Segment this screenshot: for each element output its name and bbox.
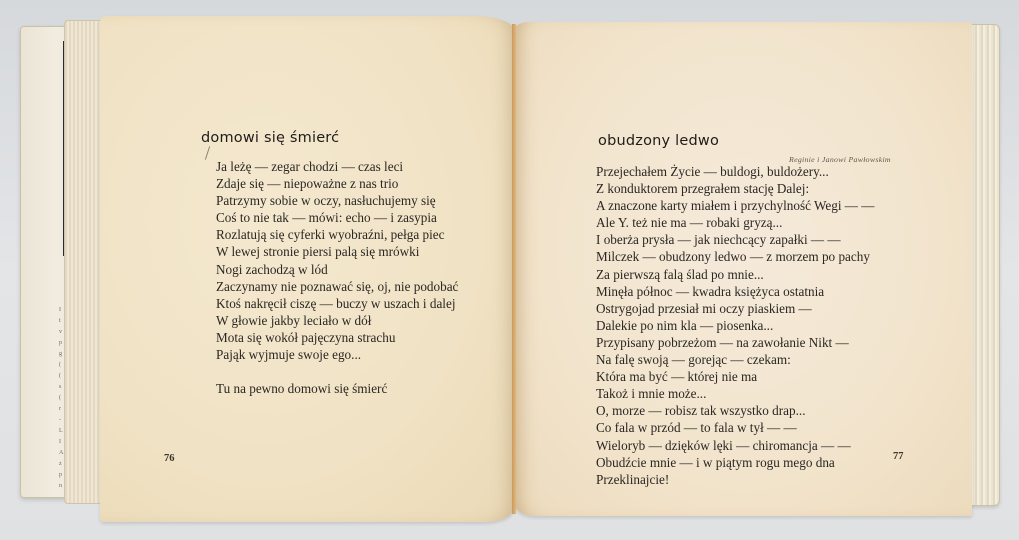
cover-margin-glyph: n bbox=[59, 483, 62, 489]
poem-line: Coś to nie tak — mówi: echo — i zasypia bbox=[216, 210, 437, 226]
poem-line: Dalekie po nim kla — piosenka... bbox=[596, 317, 774, 333]
poem-line: Obudźcie mnie — i w piątym rogu mego dna bbox=[596, 454, 835, 470]
poem-line: I oberża prysła — jak niechcący zapałki — — bbox=[596, 232, 841, 248]
book-gutter bbox=[512, 24, 516, 514]
poem-line: Która ma być — której nie ma bbox=[596, 369, 758, 385]
cover-margin-glyph: z bbox=[59, 461, 62, 467]
poem-title-left: domowi się śmierć bbox=[201, 130, 340, 146]
page-number-right: 77 bbox=[893, 451, 904, 462]
poem-closing-line: Tu na pewno domowi się śmierć bbox=[216, 381, 388, 397]
cover-margin-glyph: ( bbox=[59, 395, 61, 401]
cover-margin-glyph: s bbox=[59, 384, 62, 390]
cover-margin-glyph: I bbox=[59, 307, 61, 313]
poem-line: Mota się wokół pajęczyna strachu bbox=[216, 329, 396, 345]
cover-margin-glyph: r bbox=[59, 406, 61, 412]
right-page bbox=[514, 22, 972, 516]
poem-line: Ja leżę — zegar chodzi — czas leci bbox=[216, 159, 404, 174]
poem-line: W głowie jakby leciało w dół bbox=[216, 312, 372, 328]
poem-line: Ktoś nakręcił ciszę — buczy w uszach i dalej bbox=[216, 295, 456, 311]
poem-line: Minęła północ — kwadra księżyca ostatnia bbox=[596, 283, 825, 299]
cover-margin-glyph: v bbox=[59, 329, 62, 335]
poem-line: Nogi zachodzą w lód bbox=[216, 261, 328, 277]
poem-line: Milczek — obudzony ledwo — z morzem po pachy bbox=[596, 249, 870, 265]
cover-margin-glyph: ( bbox=[59, 373, 61, 379]
poem-line: Wieloryb — dzięków lęki — chiromancja — — bbox=[596, 437, 851, 453]
cover-margin-glyph: ( bbox=[59, 362, 61, 368]
left-page bbox=[100, 16, 514, 522]
cover-margin-glyph: - bbox=[59, 417, 61, 423]
cover-margin-glyph: p bbox=[59, 472, 62, 478]
poem-line: Z konduktorem przegrałem stację Dalej: bbox=[596, 181, 810, 197]
poem-line: Przejechałem Życie — buldogi, buldożery... bbox=[596, 164, 829, 179]
poem-line: Przeklinajcie! bbox=[596, 471, 670, 487]
cover-margin-glyph: A bbox=[59, 450, 64, 456]
cover-margin-glyph: g bbox=[59, 351, 62, 357]
poem-line: Takoż i mnie może... bbox=[596, 386, 707, 402]
poem-line: Zdaje się — niepoważne z nas trio bbox=[216, 176, 399, 192]
poem-line: Patrzymy sobie w oczy, nasłuchujemy się bbox=[216, 193, 436, 209]
poem-line: Ostrygojad przesiał mi oczy piaskiem — bbox=[596, 300, 812, 316]
poem-line: Za pierwszą falą ślad po mnie... bbox=[596, 266, 764, 282]
poem-line: Na falę swoją — gorejąc — czekam: bbox=[596, 352, 791, 368]
poem-line: O, morze — robisz tak wszystko drap... bbox=[596, 403, 806, 419]
poem-dedication: Reginie i Janowi Pawłowskim bbox=[789, 155, 891, 164]
poem-body-right bbox=[596, 163, 874, 488]
cover-margin-glyph: I bbox=[59, 439, 61, 445]
stanza-break bbox=[216, 363, 458, 380]
page-number-left: 76 bbox=[164, 453, 175, 464]
poem-title-right: obudzony ledwo bbox=[598, 133, 720, 149]
poem-line: Zaczynamy nie poznawać się, oj, nie podobać bbox=[216, 278, 459, 294]
poem-line: Rozlatują się cyferki wyobraźni, pełga piec bbox=[216, 227, 445, 243]
cover-margin-glyph: t bbox=[59, 318, 61, 324]
poem-line: Pająk wyjmuje swoje ego... bbox=[216, 347, 362, 363]
cover-margin-glyph: p bbox=[59, 340, 62, 346]
poem-line: Ale Y. też nie ma — robaki gryzą... bbox=[596, 215, 783, 231]
poem-line: A znaczone karty miałem i przychylność Wegi — — bbox=[596, 198, 875, 214]
poem-line: W lewej stronie piersi palą się mrówki bbox=[216, 244, 420, 260]
poem-line: Co fala w przód — to fala w tył — — bbox=[596, 420, 797, 436]
poem-body-left bbox=[216, 158, 458, 397]
cover-margin-glyph: L bbox=[59, 428, 63, 434]
poem-line: Przypisany pobrzeżom — na zawołanie Nikt — bbox=[596, 334, 849, 350]
